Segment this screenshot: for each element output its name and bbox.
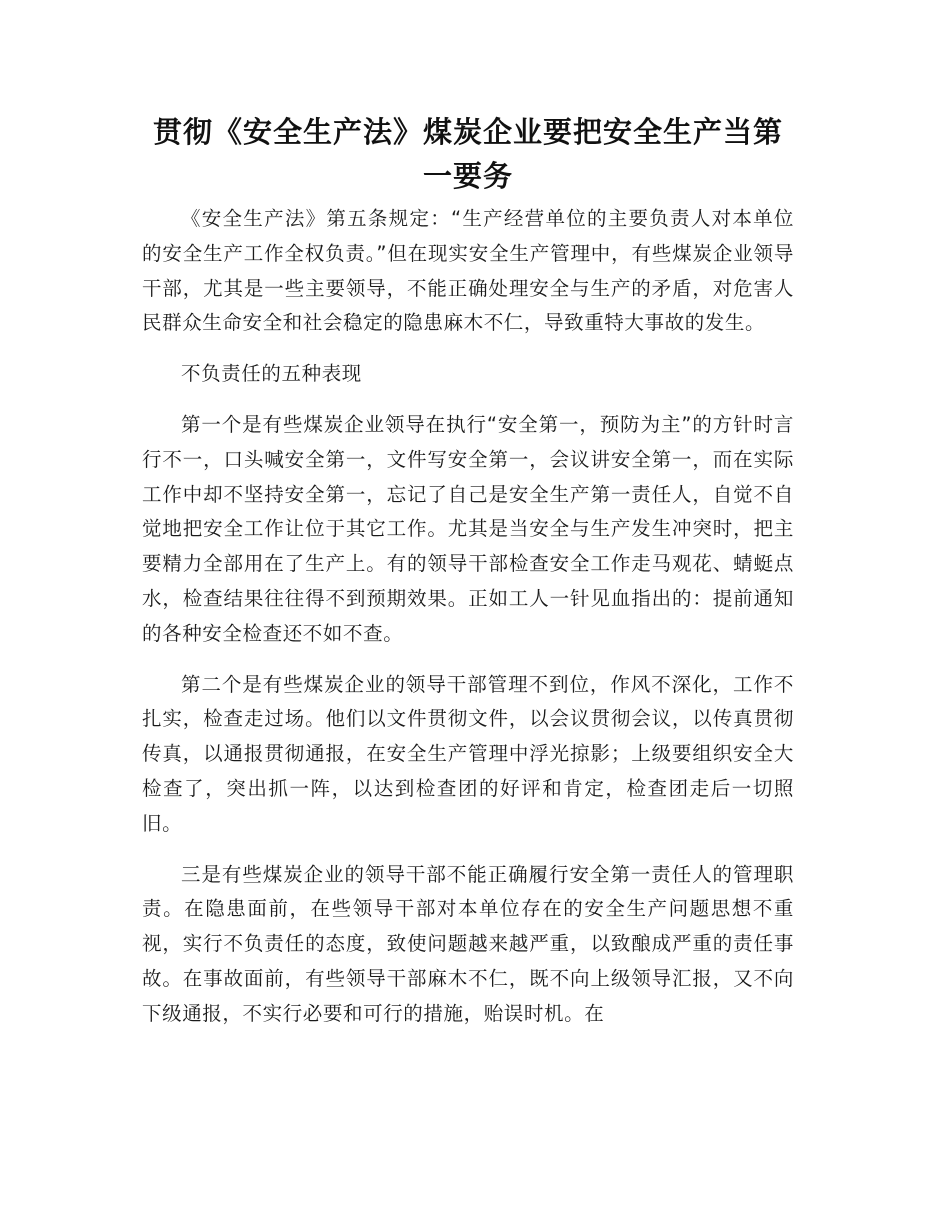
paragraph-intro: 《安全生产法》第五条规定：“生产经营单位的主要负责人对本单位的安全生产工作全权负责。”但在现实安全生产管理中，有些煤炭企业领导干部，尤其是一些主要领导，不能正确处理安全与生产的矛盾，对危害人民群众生命安全和社会稳定的隐患麻木不仁，导致重特大事故的发生。 <box>142 207 794 335</box>
document-page <box>142 110 794 1032</box>
paragraph-third: 三是有些煤炭企业的领导干部不能正确履行安全第一责任人的管理职责。在隐患面前，在些领导干部对本单位存在的安全生产问题思想不重视，实行不负责任的态度，致使问题越来越严重，以致酿成严重的责任事故。在事故面前，有些领导干部麻木不仁，既不向上级领导汇报，又不向下级通报，不实行必要和可行的措施，贻误时机。在 <box>142 862 794 1025</box>
section-heading: 不负责任的五种表现 <box>181 362 362 386</box>
document-title: 贯彻《安全生产法》煤炭企业要把安全生产当第一要务 <box>152 115 783 193</box>
paragraph-second: 第二个是有些煤炭企业的领导干部管理不到位，作风不深化，工作不扎实，检查走过场。他们以文件贯彻文件，以会议贯彻会议，以传真贯彻传真，以通报贯彻通报，在安全生产管理中浮光掠影；上级要组织安全大检查了，突出抓一阵，以达到检查团的好评和肯定，检查团走后一切照旧。 <box>142 672 794 835</box>
paragraph-first: 第一个是有些煤炭企业领导在执行“安全第一，预防为主”的方针时言行不一，口头喊安全第一，文件写安全第一，会议讲安全第一，而在实际工作中却不坚持安全第一，忘记了自己是安全生产第一责任人，自觉不自觉地把安全工作让位于其它工作。尤其是当安全与生产发生冲突时，把主要精力全部用在了生产上。有的领导干部检查安全工作走马观花、蜻蜓点水，检查结果往往得不到预期效果。正如工人一针见血指出的：提前通知的各种安全检查还不如不查。 <box>142 412 794 645</box>
